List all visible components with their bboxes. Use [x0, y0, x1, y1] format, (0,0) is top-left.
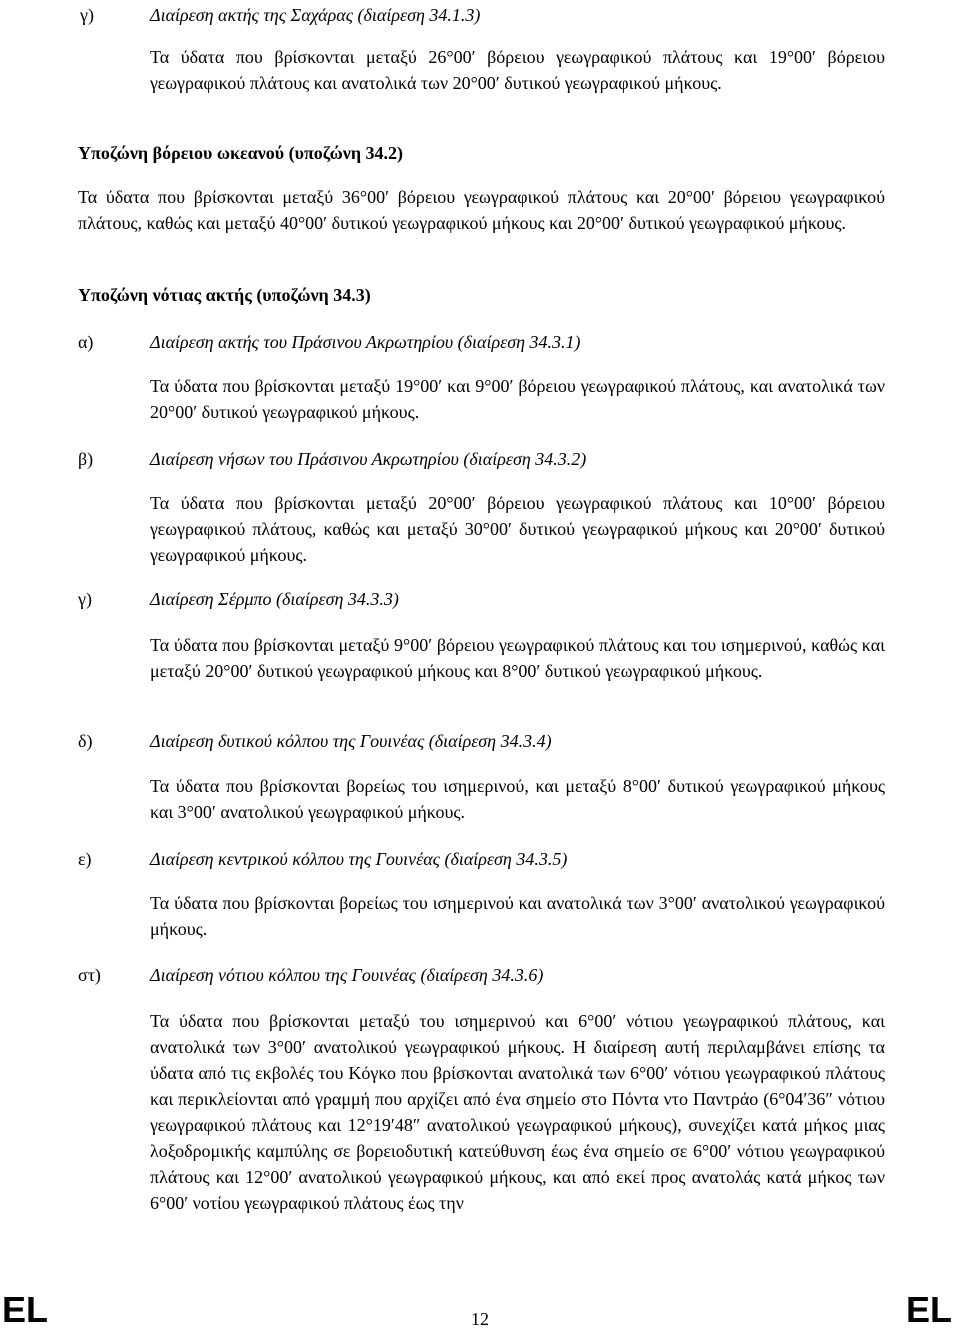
- section-heading: Διαίρεση νήσων του Πράσινου Ακρωτηρίου (διαίρεση 34.3.2): [150, 449, 587, 469]
- section-heading: Διαίρεση ακτής της Σαχάρας (διαίρεση 34.1.3): [150, 5, 481, 25]
- section-body: Τα ύδατα που βρίσκονται μεταξύ 20°00′ βόρειου γεωγραφικού πλάτους και 10°00′ βόρειου γεωγραφικού πλάτους, καθώς και μεταξύ 30°00′ δυτικού γεωγραφικού μήκους και 20°00′ δυτικού γεωγραφικού μήκους.: [150, 493, 885, 565]
- item-label: στ): [78, 965, 101, 985]
- item-label: β): [78, 449, 94, 469]
- footer-language-right: EL: [905, 1289, 952, 1330]
- footer-language-left: EL: [2, 1289, 49, 1330]
- section-heading: Διαίρεση δυτικού κόλπου της Γουινέας (διαίρεση 34.3.4): [150, 731, 552, 751]
- item-label: γ): [78, 589, 92, 609]
- section-heading: Διαίρεση κεντρικού κόλπου της Γουινέας (διαίρεση 34.3.5): [150, 849, 568, 869]
- section-body: Τα ύδατα που βρίσκονται βορείως του ισημερινού και ανατολικά των 3°00′ ανατολικού γεωγραφικού μήκους.: [150, 893, 885, 939]
- section-body: Τα ύδατα που βρίσκονται μεταξύ 26°00′ βόρειου γεωγραφικού πλάτους και 19°00′ βόρειου γεωγραφικού πλάτους και ανατολικά των 20°00′ δυτικού γεωγραφικού μήκους.: [150, 47, 885, 93]
- section-body: Τα ύδατα που βρίσκονται μεταξύ 19°00′ και 9°00′ βόρειου γεωγραφικού πλάτους, και ανατολικά των 20°00′ δυτικού γεωγραφικού μήκους.: [150, 376, 885, 422]
- section-body: Τα ύδατα που βρίσκονται μεταξύ 9°00′ βόρειου γεωγραφικού πλάτους και του ισημερινού, καθώς και μεταξύ 20°00′ δυτικού γεωγραφικού μήκους και 8°00′ δυτικού γεωγραφικού μήκους.: [150, 635, 885, 681]
- subzone-heading: Υποζώνη νότιας ακτής (υποζώνη 34.3): [78, 285, 371, 305]
- section-body: Τα ύδατα που βρίσκονται μεταξύ 36°00′ βόρειου γεωγραφικού πλάτους και 20°00′ βόρειου γεωγραφικού πλάτους, καθώς και μεταξύ 40°00′ δυτικού γεωγραφικού μήκους και 20°00′ δυτικού γεωγραφικού μήκους.: [78, 187, 885, 233]
- item-label: α): [78, 332, 94, 352]
- section-heading: Διαίρεση νότιου κόλπου της Γουινέας (διαίρεση 34.3.6): [150, 965, 544, 985]
- section-body: Τα ύδατα που βρίσκονται μεταξύ του ισημερινού και 6°00′ νότιου γεωγραφικού πλάτους, και ανατολικά των 3°00′ ανατολικού γεωγραφικού μήκους. Η διαίρεση αυτή περιλαμβάνει επίσης τα ύδατα από τις εκβολές του Κόγκο που βρίσκονται ανατολικά των 6°00′ νότιου γεωγραφικού πλάτους και περικλείονται από γραμμή που αρχίζει από ένα σημείο στο Πόντα ντο Παντράο (6°04′36″ νότιου γεωγραφικού πλάτους και 12°19′48″ ανατολικού γεωγραφικού μήκους), συνεχίζει κατά μήκος μιας λοξοδρομικής καμπύλης σε βορειοδυτική κατεύθυνση έως ένα σημείο σε 6°00′ νότιου γεωγραφικού πλάτους και 12°00′ ανατολικού γεωγραφικού μήκους, και από εκεί προς ανατολάς κατά μήκος των 6°00′ νοτίου γεωγραφικού πλάτους έως την: [150, 1011, 885, 1213]
- item-label: γ): [80, 5, 94, 25]
- subzone-heading: Υποζώνη βόρειου ωκεανού (υποζώνη 34.2): [78, 143, 404, 163]
- item-label: ε): [78, 849, 92, 869]
- section-heading: Διαίρεση ακτής του Πράσινου Ακρωτηρίου (διαίρεση 34.3.1): [150, 332, 581, 352]
- section-body: Τα ύδατα που βρίσκονται βορείως του ισημερινού, και μεταξύ 8°00′ δυτικού γεωγραφικού μήκους και 3°00′ ανατολικού γεωγραφικού μήκους.: [150, 776, 885, 822]
- section-heading: Διαίρεση Σέρμπο (διαίρεση 34.3.3): [150, 589, 399, 609]
- item-label: δ): [78, 731, 93, 751]
- page-number: 12: [471, 1309, 489, 1329]
